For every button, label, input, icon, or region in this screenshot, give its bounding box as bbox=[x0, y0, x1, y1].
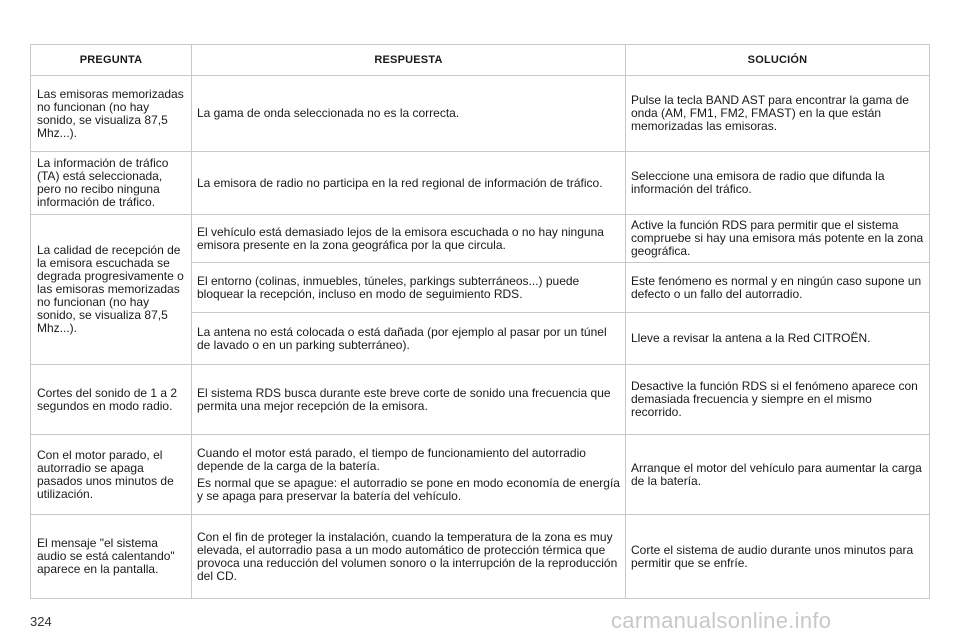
solution-cell: Desactive la función RDS si el fenómeno aparece con demasiada frecuencia y siempre en el mismo recorrido. bbox=[626, 365, 930, 435]
question-cell: La calidad de recepción de la emisora escuchada se degrada progresivamente o las emisoras memorizadas no funcionan (no hay sonido, se visualiza 87,5 Mhz...). bbox=[31, 215, 192, 365]
solution-cell: Active la función RDS para permitir que el sistema compruebe si hay una emisora más potente en la zona geográfica. bbox=[626, 215, 930, 263]
answer-cell: El vehículo está demasiado lejos de la emisora escuchada o no hay ninguna emisora presente en la zona geográfica por la que circula. bbox=[192, 215, 626, 263]
question-cell: Cortes del sonido de 1 a 2 segundos en modo radio. bbox=[31, 365, 192, 435]
header-solucion: SOLUCIÓN bbox=[626, 45, 930, 76]
table-row bbox=[31, 435, 930, 515]
question-cell: Las emisoras memorizadas no funcionan (no hay sonido, se visualiza 87,5 Mhz...). bbox=[31, 76, 192, 152]
answer-paragraph: Cuando el motor está parado, el tiempo de funcionamiento del autorradio depende de la carga de la batería. bbox=[197, 445, 586, 473]
solution-cell: Este fenómeno es normal y en ningún caso supone un defecto o un fallo del autorradio. bbox=[626, 263, 930, 313]
answer-cell: El entorno (colinas, inmuebles, túneles, parkings subterráneos...) puede bloquear la recepción, incluso en modo de seguimiento RDS. bbox=[192, 263, 626, 313]
question-cell: Con el motor parado, el autorradio se apaga pasados unos minutos de utilización. bbox=[31, 435, 192, 515]
solution-cell: Lleve a revisar la antena a la Red CITROËN. bbox=[626, 313, 930, 365]
troubleshooting-table bbox=[30, 44, 930, 599]
question-cell: La información de tráfico (TA) está seleccionada, pero no recibo ninguna información de tráfico. bbox=[31, 152, 192, 215]
table-row bbox=[31, 152, 930, 215]
answer-cell: Con el fin de proteger la instalación, cuando la temperatura de la zona es muy elevada, el autorradio pasa a un modo automático de protección térmica que provoca una reducción del volumen sonoro o la interrupción de la reproducción del CD. bbox=[192, 515, 626, 599]
question-cell: El mensaje "el sistema audio se está calentando" aparece en la pantalla. bbox=[31, 515, 192, 599]
answer-cell: La gama de onda seleccionada no es la correcta. bbox=[192, 76, 626, 152]
table-header-row bbox=[31, 45, 930, 76]
answer-cell: La emisora de radio no participa en la red regional de información de tráfico. bbox=[192, 152, 626, 215]
solution-cell: Arranque el motor del vehículo para aumentar la carga de la batería. bbox=[626, 435, 930, 515]
header-respuesta: RESPUESTA bbox=[192, 45, 626, 76]
page-number: 324 bbox=[30, 614, 52, 629]
header-pregunta: PREGUNTA bbox=[31, 45, 192, 76]
solution-cell: Pulse la tecla BAND AST para encontrar la gama de onda (AM, FM1, FM2, FMAST) en la que están memorizadas las emisoras. bbox=[626, 76, 930, 152]
watermark: carmanualsonline.info bbox=[611, 608, 832, 633]
troubleshooting-table-container bbox=[30, 44, 929, 599]
answer-cell bbox=[192, 435, 626, 515]
answer-paragraph: Es normal que se apague: el autorradio se pone en modo economía de energía y se apaga para preservar la batería del vehículo. bbox=[197, 475, 620, 503]
table-row bbox=[31, 515, 930, 599]
table-row bbox=[31, 215, 930, 263]
answer-cell: La antena no está colocada o está dañada (por ejemplo al pasar por un túnel de lavado o en un parking subterráneo). bbox=[192, 313, 626, 365]
solution-cell: Corte el sistema de audio durante unos minutos para permitir que se enfríe. bbox=[626, 515, 930, 599]
answer-cell: El sistema RDS busca durante este breve corte de sonido una frecuencia que permita una mejor recepción de la emisora. bbox=[192, 365, 626, 435]
solution-cell: Seleccione una emisora de radio que difunda la información del tráfico. bbox=[626, 152, 930, 215]
table-row bbox=[31, 365, 930, 435]
table-row bbox=[31, 76, 930, 152]
